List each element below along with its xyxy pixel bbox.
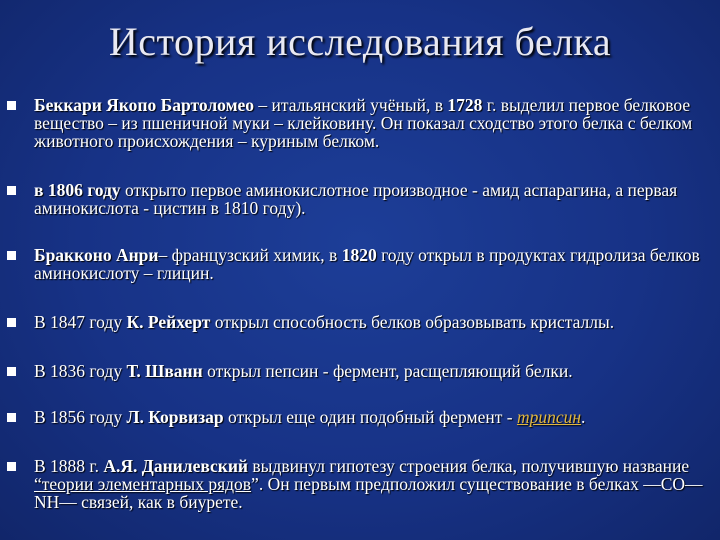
text-segment: В 1856 году [34,407,127,427]
year: 1728 [447,95,483,115]
theory-link[interactable]: “теории элементарных рядов [34,474,252,494]
scientist-name: Беккари Якопо Бартоломео [34,95,255,115]
square-bullet-icon [7,318,16,327]
text-segment: открыл еще один подобный фермент - [223,407,517,427]
square-bullet-icon [7,101,16,110]
text-segment: В 1888 г. [34,456,104,476]
scientist-name: Т. Шванн [126,361,203,381]
year: в 1806 году [34,180,121,200]
square-bullet-icon [7,251,16,260]
text-segment: – французский химик, в [158,245,342,265]
scientist-name: Бракконо Анри [34,245,159,265]
text-segment: г. выделил первое белковое вещество – из пшеничной муки – клейковину. Он показал сходство этого белка с белком животного происхождения – куриным белком. [34,95,693,151]
list-item-text [34,96,710,150]
scientist-name: Л. Корвизар [126,407,224,427]
scientist-name: А.Я. Данилевский [103,456,249,476]
list-item-text [34,408,710,426]
text-segment: открыто первое аминокислотное производное - амид аспарагина, а первая аминокислота - цистин в 1810 году). [34,180,678,218]
text-segment: . [581,407,586,427]
year: 1820 [341,245,377,265]
list-item-text [34,246,710,282]
text-segment: выдвинул гипотезу строения белка, получившую название [248,456,690,476]
text-segment: открыл пепсин - фермент, расщепляющий белки. [202,361,573,381]
square-bullet-icon [7,186,16,195]
text-segment: году открыл в продуктах гидролиза белков аминокислоту – глицин. [34,245,700,283]
list-item-text [34,181,710,217]
trypsin-link[interactable]: трипсин [516,407,582,427]
list-item-text [34,362,710,380]
text-segment: открыл способность белков образовывать кристаллы. [210,312,615,332]
list-item-text [34,457,710,511]
slide-title: История исследования белка [108,19,612,64]
text-segment: ”. Он первым предположил существование в белках —CO—NH— связей, как в биурете. [34,474,703,512]
text-segment: В 1847 году [34,312,127,332]
text-segment: В 1836 году [34,361,127,381]
scientist-name: К. Рейхерт [126,312,211,332]
square-bullet-icon [7,367,16,376]
square-bullet-icon [7,462,16,471]
text-segment: – итальянский учёный, в [254,95,448,115]
list-item-text [34,313,710,331]
square-bullet-icon [7,413,16,422]
